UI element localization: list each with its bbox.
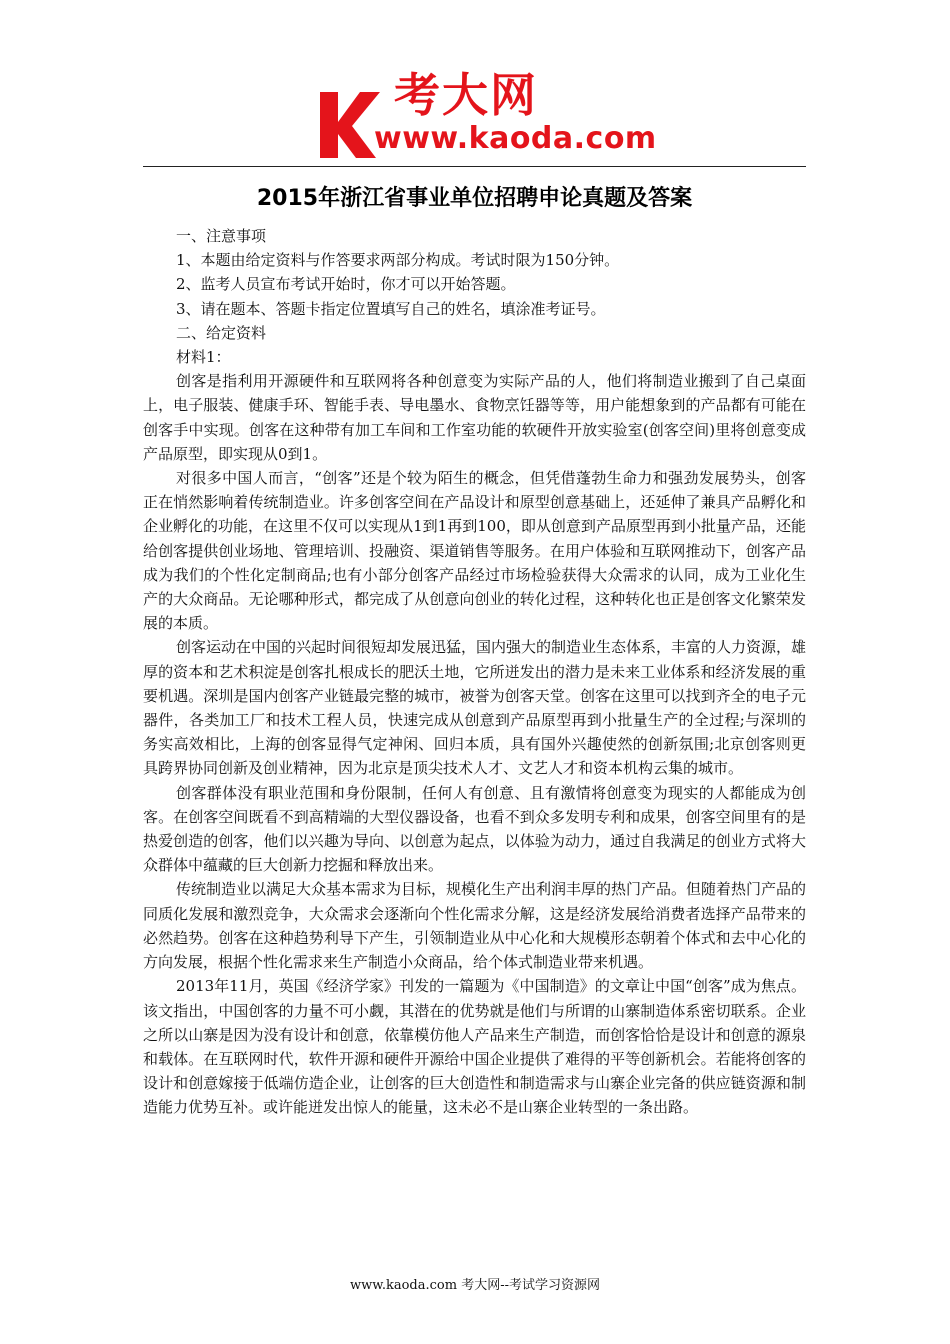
paragraph: 创客群体没有职业范围和身份限制，任何人有创意、且有激情将创意变为现实的人都能成为创客。在创客空间既看不到高精端的大型仪器设备，也看不到众多发明专利和成果，创客空间里有的是热爱创造的创客，他们以兴趣为导向、以创意为起点，以体验为动力，通过自我满足的创业方式将大众群体中蕴藏的巨大创新力挖掘和释放出来。 [143,783,806,875]
document-body [143,224,806,1120]
paragraph: 传统制造业以满足大众基本需求为目标，规模化生产出利润丰厚的热门产品。但随着热门产品的同质化发展和激烈竞争，大众需求会逐渐向个性化需求分解，这是经济发展给消费者选择产品带来的必然趋势。创客在这种趋势利导下产生，引领制造业从中心化和大规模形态朝着个体式和去中心化的方向发展，根据个性化需求来生产制造小众商品，给个体式制造业带来机遇。 [143,880,807,972]
page-footer: www.kaoda.com 考大网--考试学习资源网 [350,1278,600,1293]
logo-chinese-name: 考大网 [394,68,538,122]
logo-url: www.kaoda.com [374,121,657,156]
paragraph: 对很多中国人而言，“创客”还是个较为陌生的概念，但凭借蓬勃生命力和强劲发展势头，创客正在悄然影响着传统制造业。许多创客空间在产品设计和原型创意基础上，还延伸了兼具产品孵化和企业孵化的功能，在这里不仅可以实现从1到1再到100，即从创意到产品原型再到小批量产品，还能给创客提供创业场地、管理培训、投融资、渠道销售等服务。在用户体验和互联网推动下，创客产品成为我们的个性化定制商品;也有小部分创客产品经过市场检验获得大众需求的认同，成为工业化生产的大众商品。无论哪种形式，都完成了从创意向创业的转化过程，这种转化也正是创客文化繁荣发展的本质。 [143,469,806,633]
material-1-label: 材料1： [176,348,231,367]
paragraph: 2013年11月，英国《经济学家》刊发的一篇题为《中国制造》的文章让中国“创客”成为焦点。该文指出，中国创客的力量不可小觑，其潜在的优势就是他们与所谓的山寨制造体系密切联系。企业之所以山寨是因为没有设计和创意，依靠模仿他人产品来生产制造，而创客恰恰是设计和创意的源泉和载体。在互联网时代，软件开源和硬件开源给中国企业提供了难得的平等创新机会。若能将创客的设计和创意嫁接于低端仿造企业，让创客的巨大创造性和制造需求与山寨企业完备的供应链资源和制造能力优势互补。或许能迸发出惊人的能量，这未必不是山寨企业转型的一条出路。 [143,977,806,1117]
header-divider [143,166,806,167]
paragraph: 创客是指利用开源硬件和互联网将各种创意变为实际产品的人，他们将制造业搬到了自己桌面上，电子服装、健康手环、智能手表、导电墨水、食物烹饪器等等，用户能想象到的产品都有可能在创客手中实现。创客在这种带有加工车间和工作室功能的软硬件开放实验室(创客空间)里将创意变成产品原型，即实现从0到1。 [143,372,806,463]
notice-item-2: 2、监考人员宣布考试开始时，你才可以开始答题。 [176,275,516,294]
materials-heading: 二、给定资料 [176,323,267,342]
notice-item-3: 3、请在题本、答题卡指定位置填写自己的姓名，填涂准考证号。 [176,299,606,318]
notice-item-1: 1、本题由给定资料与作答要求两部分构成。考试时限为150分钟。 [176,251,620,270]
paragraph: 创客运动在中国的兴起时间很短却发展迅猛，国内强大的制造业生态体系，丰富的人力资源，雄厚的资本和艺术积淀是创客扎根成长的肥沃土地，它所迸发出的潜力是未来工业体系和经济发展的重要机遇。深圳是国内创客产业链最完整的城市，被誉为创客天堂。创客在这里可以找到齐全的电子元器件，各类加工厂和技术工程人员，快速完成从创意到产品原型再到小批量生产的全过程;与深圳的务实高效相比，上海的创客显得气定神闲、回归本质，具有国外兴趣使然的创新氛围;北京创客则更具跨界协同创新及创业精神，因为北京是顶尖技术人才、文艺人才和资本机构云集的城市。 [143,638,807,778]
notice-heading: 一、注意事项 [176,227,267,245]
kaoda-logo [316,68,657,160]
document-title: 2015年浙江省事业单位招聘申论真题及答案 [256,186,693,211]
